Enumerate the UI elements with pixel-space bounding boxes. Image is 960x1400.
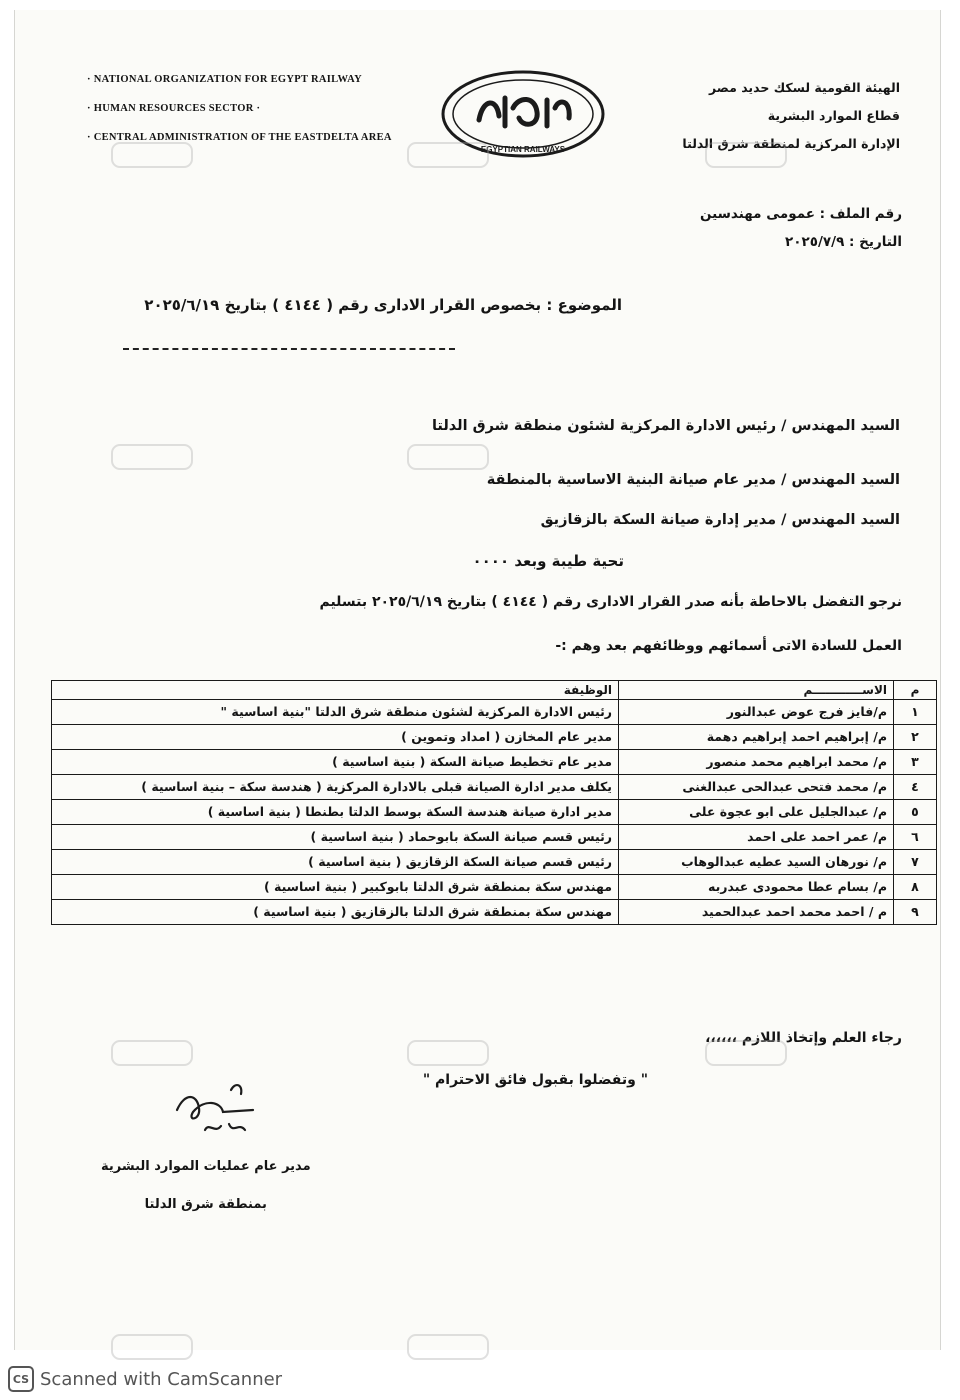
employee-name: م / احمد محمد احمد عبدالحميد (619, 900, 894, 925)
english-letterhead-line: · NATIONAL ORGANIZATION FOR EGYPT RAILWAY (87, 74, 362, 85)
watermark-logo (111, 1040, 193, 1066)
employee-name: م/ محمد ابراهيم محمد منصور (619, 750, 894, 775)
row-index: ٩ (894, 900, 937, 925)
addressee-line: السيد المهندس / مدير عام صيانة البنية الاساسية بالمنطقة (486, 472, 900, 488)
document-date: التاريخ : ٢٠٢٥/٧/٩ (785, 234, 902, 250)
employee-job: يكلف مدير ادارة الصيانة قبلى بالادارة المركزية ( هندسة سكة – بنية اساسية ) (52, 775, 619, 800)
row-index: ٧ (894, 850, 937, 875)
employee-job: رئيس قسم صيانة السكة الزقازيق ( بنية اساسية ) (52, 850, 619, 875)
closing-request: رجاء العلم وإتخاذ اللازم ،،،،،، (705, 1030, 902, 1046)
employee-job: رئيس قسم صيانة السكة بابوحماد ( بنية اساسية ) (52, 825, 619, 850)
table-row (52, 725, 937, 750)
watermark-logo (407, 1040, 489, 1066)
file-info (700, 200, 902, 256)
regards-line: " وتفضلوا بقبول فائق الاحترام " (422, 1072, 648, 1088)
table-row (52, 875, 937, 900)
employee-job: مدير ادارة صيانة هندسة السكة بوسط الدلتا بطنطا ( بنية اساسية ) (52, 800, 619, 825)
body-paragraph-line: العمل للسادة الاتى أسمائهم ووظائفهم بعد وهم :- (555, 638, 902, 654)
watermark-logo (407, 142, 489, 168)
employee-name: م/فايز فرج عوض عبدالنور (619, 700, 894, 725)
table-row (52, 775, 937, 800)
signer-title: مدير عام عمليات الموارد البشرية (101, 1159, 311, 1174)
column-header-job: الوظيفة (52, 681, 619, 700)
column-header-index: م (894, 681, 937, 700)
arabic-letterhead-line: الهيئة القومية لسكك حديد مصر (709, 80, 900, 95)
divider-rule (123, 348, 455, 350)
table-row (52, 700, 937, 725)
logo-caption: EGYPTIAN RAILWAYS (480, 145, 566, 154)
camscanner-label: Scanned with CamScanner (40, 1368, 283, 1390)
watermark-logo (111, 1334, 193, 1360)
body-paragraph-line: نرجو التفضل بالاحاطة بأنه صدر القرار الادارى رقم ( ٤١٤٤ ) بتاريخ ٢٠٢٥/٦/١٩ بتسليم (319, 594, 902, 610)
employee-job: مهندس سكة بمنطقة شرق الدلتا بابوكبير ( بنية اساسية ) (52, 875, 619, 900)
watermark-logo (111, 142, 193, 168)
row-index: ٤ (894, 775, 937, 800)
row-index: ١ (894, 700, 937, 725)
english-letterhead-line: · CENTRAL ADMINISTRATION OF THE EASTDELTA AREA (87, 132, 392, 143)
table-row (52, 850, 937, 875)
employee-name: م/ عمر احمد على احمد (619, 825, 894, 850)
employee-job: مهندس سكة بمنطقة شرق الدلتا بالزقازيق ( بنية اساسية ) (52, 900, 619, 925)
arabic-letterhead-line: قطاع الموارد البشرية (767, 108, 900, 123)
employee-name: م/ إبراهيم احمد إبراهيم دهمة (619, 725, 894, 750)
arabic-letterhead-line: الإدارة المركزية لمنطقة شرق الدلتا (682, 136, 900, 151)
file-number: رقم الملف : عمومى مهندسين (700, 206, 902, 222)
watermark-logo (407, 444, 489, 470)
signer-region: بمنطقة شرق الدلتا (144, 1197, 267, 1212)
row-index: ٦ (894, 825, 937, 850)
table-header-row (52, 681, 937, 700)
employee-job: مدير عام تخطيط صيانة السكة ( بنية اساسية ) (52, 750, 619, 775)
employee-job: رئيس الادارة المركزية لشئون منطقة شرق الدلتا "بنية اساسية " (52, 700, 619, 725)
table-row (52, 750, 937, 775)
addressee-line: السيد المهندس / رئيس الادارة المركزية لشئون منطقة شرق الدلتا (431, 418, 900, 434)
employee-name: م/ عبدالجليل على ابو عجوة على (619, 800, 894, 825)
employee-name: م/ بسام عطا محمودى عبدربه (619, 875, 894, 900)
employee-job: مدير عام المخازن ( امداد وتموين ) (52, 725, 619, 750)
table-row (52, 800, 937, 825)
row-index: ٨ (894, 875, 937, 900)
english-letterhead-line: · HUMAN RESOURCES SECTOR · (87, 103, 261, 114)
watermark-logo (705, 1040, 787, 1066)
employee-name: م/ نورهان السيد عطيه عبدالوهاب (619, 850, 894, 875)
watermark-logo (705, 142, 787, 168)
row-index: ٣ (894, 750, 937, 775)
watermark-logo (407, 1334, 489, 1360)
camscanner-icon: CS (8, 1366, 34, 1392)
column-header-name: الاســــــــــــم (619, 681, 894, 700)
signer-block (101, 1148, 311, 1224)
employee-name: م/ محمد فتحى عبدالحى عبدالغنى (619, 775, 894, 800)
table-row (52, 825, 937, 850)
row-index: ٥ (894, 800, 937, 825)
table-row (52, 900, 937, 925)
watermark-logo (111, 444, 193, 470)
addressee-line: السيد المهندس / مدير إدارة صيانة السكة بالزقازيق (540, 512, 900, 528)
staff-assignment-table (51, 680, 937, 925)
camscanner-footer (8, 1366, 282, 1392)
handwritten-signature (165, 1072, 285, 1144)
row-index: ٢ (894, 725, 937, 750)
greeting: تحية طيبة وبعد ٠٠٠٠ (472, 552, 624, 570)
subject-line: الموضوع : بخصوص القرار الادارى رقم ( ٤١٤٤ ) بتاريخ ٢٠٢٥/٦/١٩ (144, 296, 622, 314)
document-sheet (14, 10, 941, 1350)
